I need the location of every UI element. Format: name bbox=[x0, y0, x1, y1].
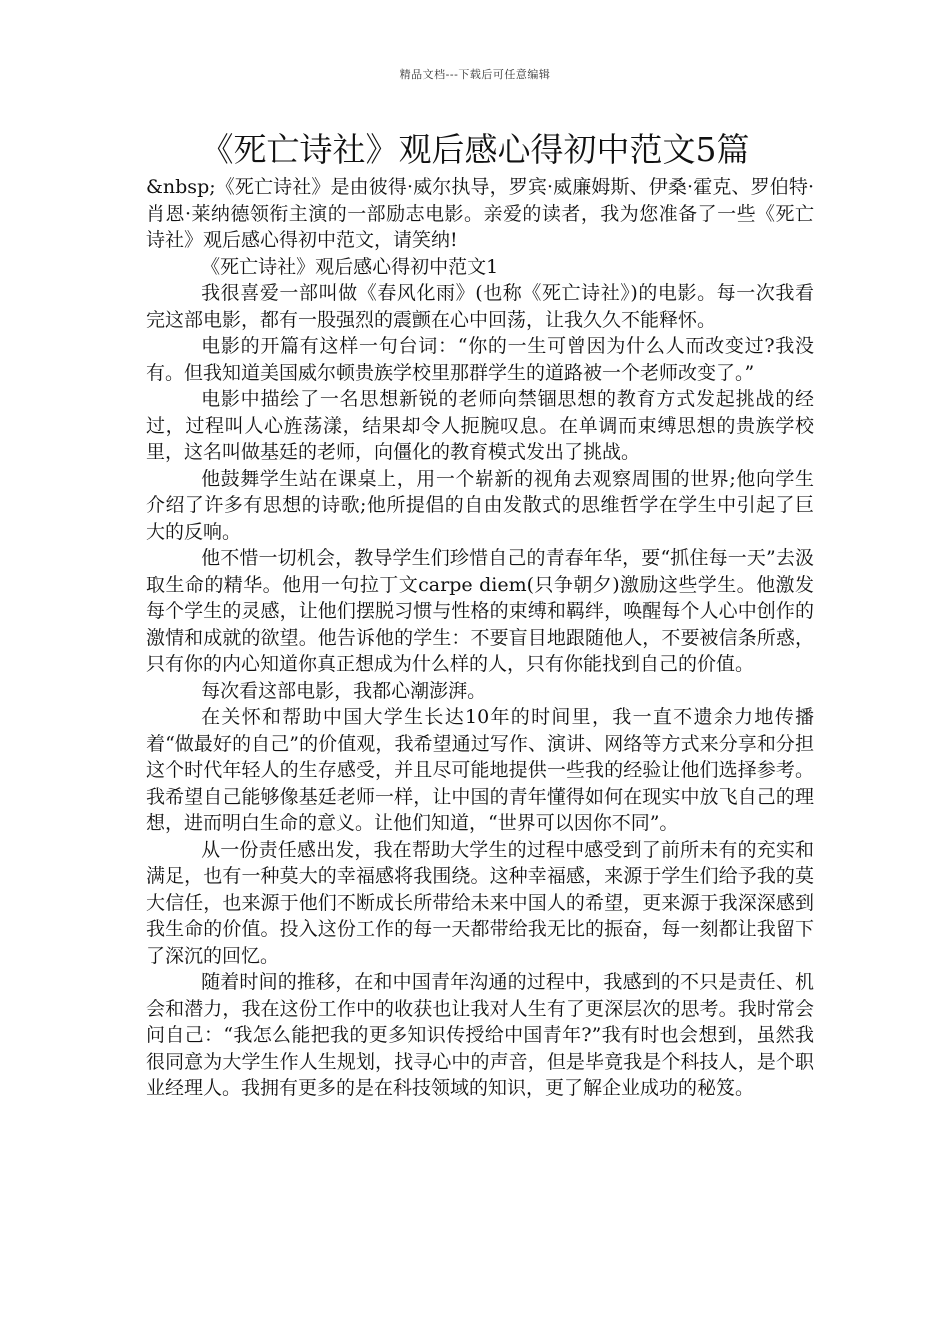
paragraph-5: 他不惜一切机会，教导学生们珍惜自己的青春年华，要“抓住每一天”去汲取生命的精华。他用一句拉丁文carpe diem(只争朝夕)激励这些学生。他激发每个学生的灵感，让他们摆脱习惯与性格的束缚和羁绊，唤醒每个人心中创作的激情和成就的欲望。他告诉他的学生：不要盲目地跟随他人，不要被信条所惑，只有你的内心知道你真正想成为什么样的人，只有你能找到自己的价值。 bbox=[146, 547, 814, 675]
page-header: 精品文档---下载后可任意编辑 bbox=[399, 68, 551, 81]
intro-paragraph: &nbsp;《死亡诗社》是由彼得·威尔执导，罗宾·威廉姆斯、伊桑·霍克、罗伯特·肖恩·莱纳德领衔主演的一部励志电影。亲爱的读者，我为您准备了一些《死亡诗社》观后感心得初中范文，请笑纳! bbox=[146, 176, 814, 251]
paragraph-7: 在关怀和帮助中国大学生长达10年的时间里，我一直不遗余力地传播着“做最好的自己”的价值观，我希望通过写作、演讲、网络等方式来分享和分担这个时代年轻人的生存感受，并且尽可能地提供一些我的经验让他们选择参考。我希望自己能够像基廷老师一样，让中国的青年懂得如何在现实中放飞自己的理想，进而明白生命的意义。让他们知道，“世界可以因你不同”。 bbox=[146, 706, 814, 834]
document-title: 《死亡诗社》观后感心得初中范文5篇 bbox=[200, 130, 750, 169]
paragraph-8: 从一份责任感出发，我在帮助大学生的过程中感受到了前所未有的充实和满足，也有一种莫大的幸福感将我围绕。这种幸福感，来源于学生们给予我的莫大信任，也来源于他们不断成长所带给未来中国人的希望，更来源于我深深感到我生命的价值。投入这份工作的每一天都带给我无比的振奋，每一刻都让我留下了深沉的回忆。 bbox=[146, 838, 814, 967]
paragraph-4: 他鼓舞学生站在课桌上，用一个崭新的视角去观察周围的世界;他向学生介绍了许多有思想的诗歌;他所提倡的自由发散式的思维哲学在学生中引起了巨大的反响。 bbox=[146, 467, 814, 543]
document-body bbox=[146, 174, 814, 1102]
section-heading: 《死亡诗社》观后感心得初中范文1 bbox=[201, 255, 499, 278]
paragraph-2: 电影的开篇有这样一句台词：“你的一生可曾因为什么人而改变过?我没有。但我知道美国威尔顿贵族学校里那群学生的道路被一个老师改变了。” bbox=[146, 335, 814, 384]
paragraph-9: 随着时间的推移，在和中国青年沟通的过程中，我感到的不只是责任、机会和潜力，我在这份工作中的收获也让我对人生有了更深层次的思考。我时常会问自己：“我怎么能把我的更多知识传授给中国青年?”我有时也会想到，虽然我很同意为大学生作人生规划，找寻心中的声音，但是毕竟我是个科技人，是个职业经理人。我拥有更多的是在科技领域的知识，更了解企业成功的秘笈。 bbox=[146, 971, 814, 1099]
paragraph-1: 我很喜爱一部叫做《春风化雨》(也称《死亡诗社》)的电影。每一次我看完这部电影，都有一股强烈的震颤在心中回荡，让我久久不能释怀。 bbox=[146, 282, 814, 331]
paragraph-3: 电影中描绘了一名思想新锐的老师向禁锢思想的教育方式发起挑战的经过，过程叫人心旌荡漾，结果却令人扼腕叹息。在单调而束缚思想的贵族学校里，这名叫做基廷的老师，向僵化的教育模式发出了挑战。 bbox=[146, 388, 814, 463]
paragraph-6: 每次看这部电影，我都心潮澎湃。 bbox=[201, 679, 487, 702]
